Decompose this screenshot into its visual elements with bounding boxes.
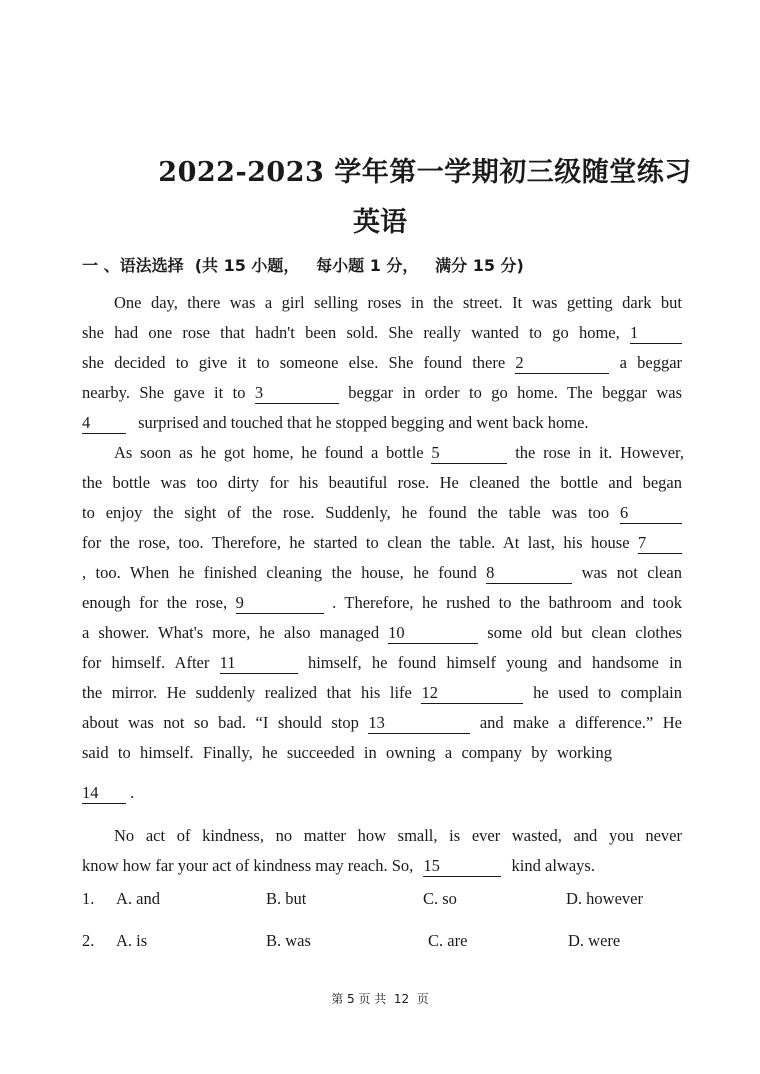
question-number: 1. [82,889,95,908]
passage-line [82,778,682,808]
passage-line [82,498,682,528]
passage-text: he used to complain [533,683,683,702]
passage-text: was not clean [581,563,683,582]
passage-text: surprised and touched that he stopped begging and went back home. [138,413,589,432]
passage-line [82,378,682,408]
passage-text: for himself. After [82,653,210,672]
blank-2[interactable]: 2 [515,353,609,374]
passage-line [82,318,682,348]
passage-line [82,528,682,558]
blank-1[interactable]: 1 [630,323,682,344]
passage-line [82,678,682,708]
passage-text: . [130,783,135,802]
option-b[interactable]: B. was [266,931,311,950]
passage-text: As soon as he got home, he found a bottle [114,443,424,462]
passage-line: One day, there was a girl selling roses in the street. It was getting dark but [114,293,682,312]
passage-line [82,408,682,438]
passage-line: No act of kindness, no matter how small, is ever wasted, and you never [114,826,682,845]
blank-5[interactable]: 5 [431,443,507,464]
blank-15[interactable]: 15 [423,856,501,877]
option-c[interactable]: C. are [428,931,468,950]
blank-9[interactable]: 9 [236,593,324,614]
passage-text: himself, he found himself young and handsome in [307,653,682,672]
passage-text: for the rose, too. Therefore, he started to clean the table. At last, his house [82,533,630,552]
option-a[interactable]: A. is [116,931,148,950]
passage-line [82,558,682,588]
passage-text: a beggar [619,353,683,372]
passage-text: beggar in order to go home. The beggar was [348,383,683,402]
blank-6[interactable]: 6 [620,503,682,524]
passage-line [114,438,684,468]
blank-8[interactable]: 8 [486,563,572,584]
passage-text: about was not so bad. “I should stop [82,713,359,732]
option-c[interactable]: C. so [423,889,457,908]
option-d[interactable]: D. were [568,931,621,950]
passage-text: know how far your act of kindness may reach. So, [82,856,414,875]
page-footer: 第 5 页 共 12 页 [331,992,429,1006]
passage-text: a shower. What's more, he also managed [82,623,380,642]
blank-11[interactable]: 11 [220,653,298,674]
passage-line [82,588,682,618]
passage-text: the rose in it. However, [515,443,685,462]
passage-text: kind always. [511,856,595,875]
passage-text: she decided to give it to someone else. She found there [82,353,506,372]
passage-line [82,708,682,738]
blank-10[interactable]: 10 [388,623,478,644]
passage-text: enough for the rose, [82,593,228,612]
subject-title: 英语 [353,207,407,238]
passage-text: and make a difference.” He [479,713,682,732]
passage-text: she had one rose that hadn't been sold. She really wanted to go home, [82,323,620,342]
passage-line [82,648,682,678]
passage-line: said to himself. Finally, he succeeded in owning a company by working [82,743,612,762]
option-b[interactable]: B. but [266,889,307,908]
blank-3[interactable]: 3 [255,383,339,404]
passage-line [82,851,682,881]
passage-text: , too. When he finished cleaning the house, he found [82,563,477,582]
passage-text: to enjoy the sight of the rose. Suddenly, he found the table was too [82,503,610,522]
passage-text: some old but clean clothes [487,623,683,642]
blank-4[interactable]: 4 [82,413,126,434]
passage-line [82,348,682,378]
passage-text: the mirror. He suddenly realized that his life [82,683,412,702]
option-d[interactable]: D. however [566,889,643,908]
passage-line: the bottle was too dirty for his beautiful rose. He cleaned the bottle and began [82,473,682,492]
passage-text: nearby. She gave it to [82,383,246,402]
blank-12[interactable]: 12 [421,683,523,704]
passage-line [82,618,682,648]
option-a[interactable]: A. and [116,889,160,908]
question-number: 2. [82,931,95,950]
page-title: 2022-2023 学年第一学期初三级随堂练习 [158,157,692,188]
blank-13[interactable]: 13 [368,713,470,734]
blank-14[interactable]: 14 [82,783,126,804]
passage-text: . Therefore, he rushed to the bathroom and took [332,593,682,612]
section-heading: 一 、语法选择 (共 15 小题， 每小题 1 分， 满分 15 分) [82,256,524,275]
blank-7[interactable]: 7 [638,533,682,554]
